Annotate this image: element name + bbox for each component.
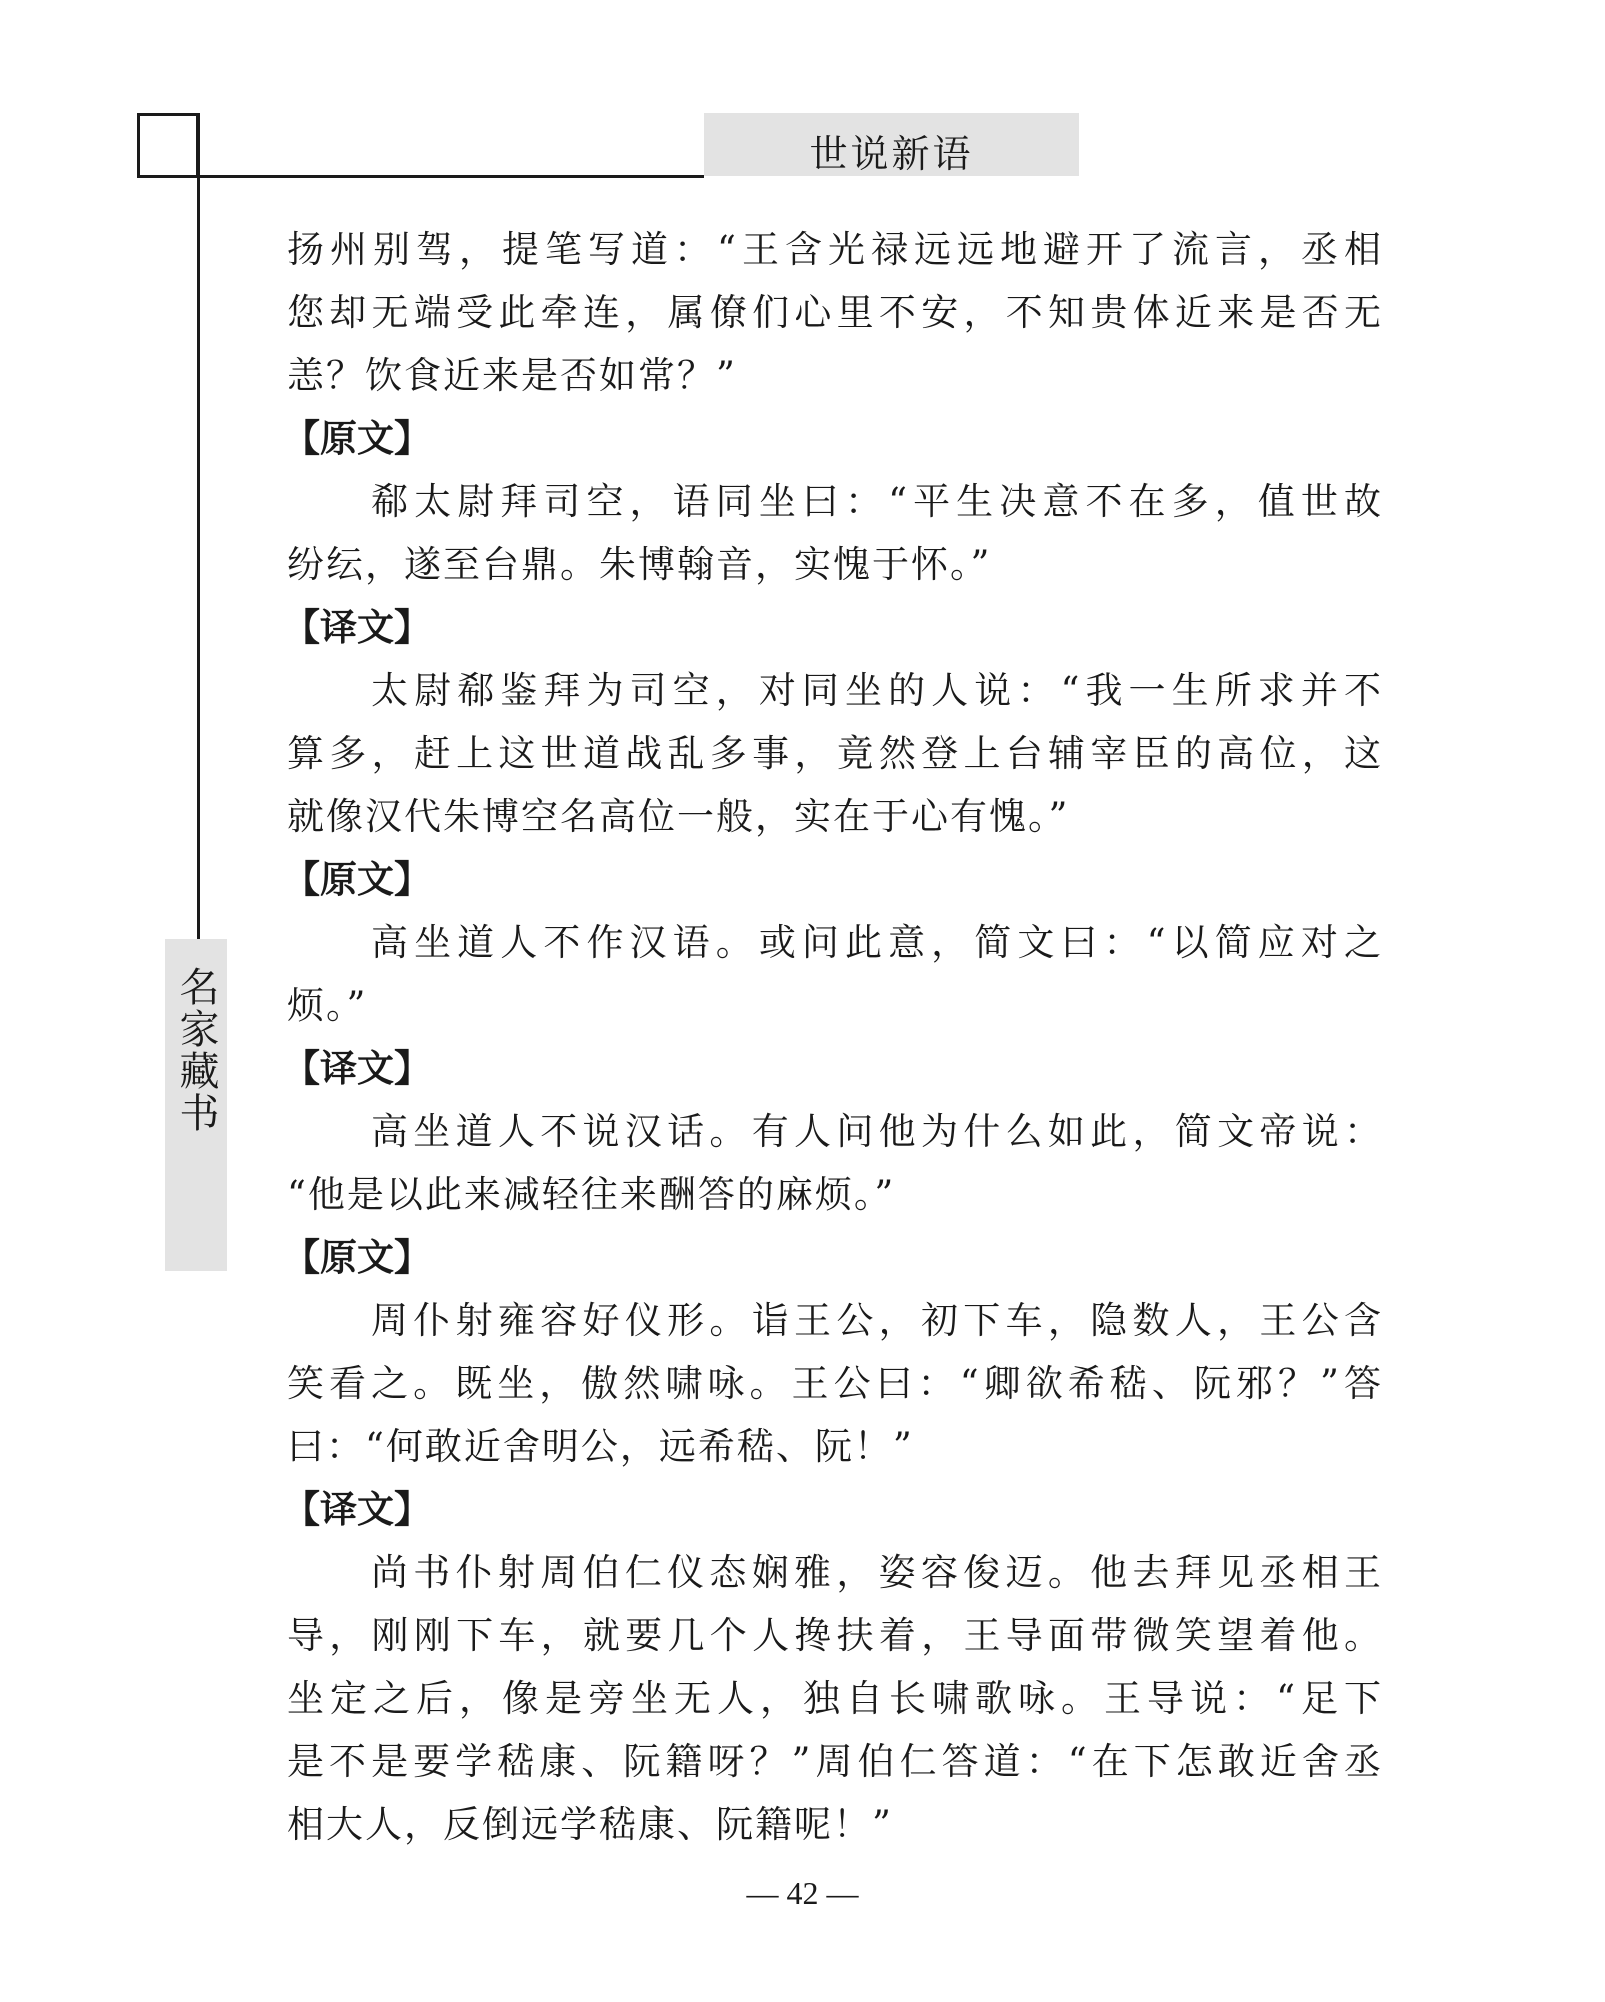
section-heading: 【原文】 — [283, 417, 431, 460]
paragraph — [287, 218, 1383, 407]
header-corner-box — [137, 113, 199, 178]
text-line: 烦。” — [287, 984, 368, 1027]
text-line: 导，刚刚下车，就要几个人搀扶着，王导面带微笑望着他。 — [287, 1614, 1383, 1657]
text-line: 恙？饮食近来是否如常？” — [287, 354, 737, 397]
text-line: 坐定之后，像是旁坐无人，独自长啸歌咏。王导说：“足下 — [287, 1677, 1383, 1720]
margin-spine-line — [197, 113, 200, 939]
text-line: 就像汉代朱博空名高位一般，实在于心有愧。” — [287, 795, 1070, 838]
book-title: 世说新语 — [809, 132, 974, 176]
text-line: 曰：“何敢近舍明公，远希嵇、阮！” — [287, 1425, 914, 1468]
page-body — [283, 218, 1383, 1856]
paragraph — [287, 659, 1383, 848]
header-rule — [137, 175, 704, 178]
side-label: 名家藏书 — [173, 966, 219, 1134]
text-line: 笑看之。既坐，傲然啸咏。王公曰：“卿欲希嵇、阮邪？”答 — [287, 1362, 1383, 1405]
text-line: 太尉郗鉴拜为司空，对同坐的人说：“我一生所求并不 — [371, 669, 1383, 712]
paragraph — [287, 1289, 1383, 1478]
paragraph — [287, 1541, 1383, 1856]
paragraph — [287, 1100, 1383, 1226]
text-line: 算多，赶上这世道战乱多事，竟然登上台辅宰臣的高位，这 — [287, 732, 1383, 775]
text-line: 相大人，反倒远学嵇康、阮籍呢！” — [287, 1803, 893, 1846]
section-heading: 【译文】 — [283, 1047, 431, 1090]
section-heading: 【原文】 — [283, 858, 431, 901]
text-line: 是不是要学嵇康、阮籍呀？”周伯仁答道：“在下怎敢近舍丞 — [287, 1740, 1383, 1783]
section-heading: 【原文】 — [283, 1236, 431, 1279]
text-line: 尚书仆射周伯仁仪态娴雅，姿容俊迈。他去拜见丞相王 — [371, 1551, 1383, 1594]
text-line: 高坐道人不说汉话。有人问他为什么如此，简文帝说： — [371, 1110, 1383, 1153]
text-line: 高坐道人不作汉语。或问此意，简文曰：“以简应对之 — [371, 921, 1383, 964]
text-line: 周仆射雍容好仪形。诣王公，初下车，隐数人，王公含 — [371, 1299, 1383, 1342]
text-line: 郗太尉拜司空，语同坐曰：“平生决意不在多，值世故 — [371, 480, 1383, 523]
section-heading: 【译文】 — [283, 1488, 431, 1531]
text-line: 扬州别驾，提笔写道：“王含光禄远远地避开了流言，丞相 — [287, 228, 1383, 271]
text-line: 纷纭，遂至台鼎。朱博翰音，实愧于怀。” — [287, 543, 992, 586]
text-line: “他是以此来减轻往来酬答的麻烦。” — [287, 1173, 896, 1216]
paragraph — [287, 470, 1383, 596]
paragraph — [287, 911, 1383, 1037]
page-number: — 42 — — [746, 1875, 859, 1911]
section-heading: 【译文】 — [283, 606, 431, 649]
text-line: 您却无端受此牵连，属僚们心里不安，不知贵体近来是否无 — [287, 291, 1383, 334]
